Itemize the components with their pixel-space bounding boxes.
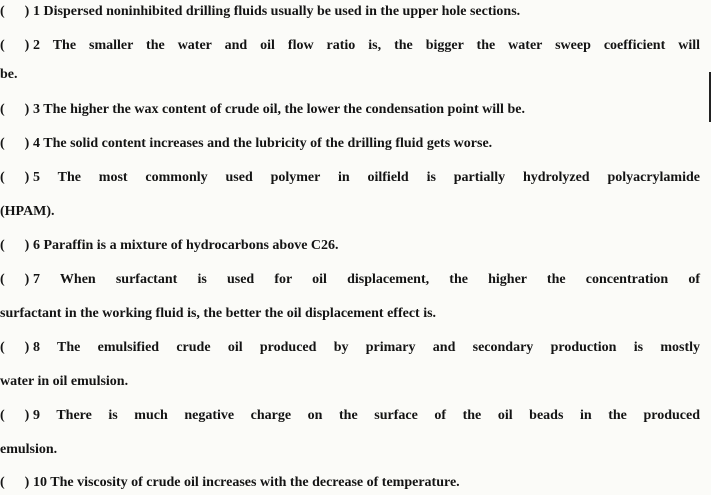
question-2-continuation: be. (0, 67, 18, 82)
question-text: 8 The emulsified crude oil produced by primary and secondary production is mostly (33, 340, 700, 355)
question-text: 9 There is much negative charge on the surface of the oil beads in the produced (33, 408, 700, 423)
question-8 (0, 339, 700, 356)
question-4 (0, 135, 700, 152)
question-5 (0, 169, 700, 186)
question-6 (0, 237, 700, 254)
question-text: 4 The solid content increases and the lubricity of the drilling fluid gets worse. (33, 136, 493, 151)
answer-blank[interactable]: ( ) (0, 238, 30, 253)
answer-blank[interactable]: ( ) (0, 38, 30, 53)
question-7 (0, 271, 700, 288)
question-text: 2 The smaller the water and oil flow ratio is, the bigger the water sweep coefficient will (33, 38, 700, 53)
question-5-continuation: (HPAM). (0, 204, 55, 219)
question-10 (0, 474, 700, 491)
answer-blank[interactable]: ( ) (0, 170, 30, 185)
question-text: 7 When surfactant is used for oil displacement, the higher the concentration of (33, 272, 700, 287)
question-1 (0, 3, 700, 20)
question-8-continuation: water in oil emulsion. (0, 374, 129, 389)
answer-blank[interactable]: ( ) (0, 272, 30, 287)
question-9 (0, 407, 700, 424)
answer-blank[interactable]: ( ) (0, 340, 30, 355)
question-text: 1 Dispersed noninhibited drilling fluids usually be used in the upper hole sections. (33, 4, 521, 19)
answer-blank[interactable]: ( ) (0, 4, 30, 19)
question-7-continuation: surfactant in the working fluid is, the better the oil displacement effect is. (0, 306, 437, 321)
question-text: 3 The higher the wax content of crude oil, the lower the condensation point will be. (33, 102, 525, 117)
answer-blank[interactable]: ( ) (0, 136, 30, 151)
question-3 (0, 101, 700, 118)
question-2 (0, 37, 700, 54)
question-text: 10 The viscosity of crude oil increases with the decrease of temperature. (33, 475, 460, 490)
question-text: 6 Paraffin is a mixture of hydrocarbons above C26. (33, 238, 339, 253)
answer-blank[interactable]: ( ) (0, 102, 30, 117)
answer-blank[interactable]: ( ) (0, 408, 30, 423)
answer-blank[interactable]: ( ) (0, 475, 30, 490)
question-9-continuation: emulsion. (0, 442, 58, 457)
question-text: 5 The most commonly used polymer in oilfield is partially hydrolyzed polyacrylamide (33, 170, 700, 185)
